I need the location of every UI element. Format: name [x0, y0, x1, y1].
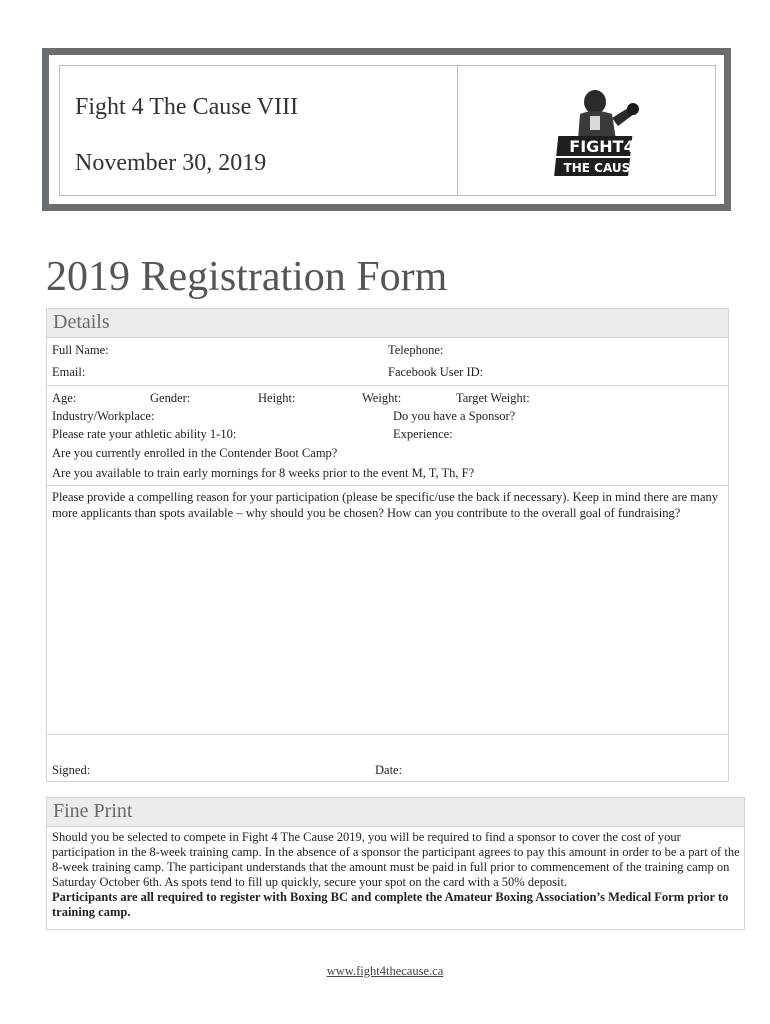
telephone-field[interactable]: Telephone: — [388, 343, 444, 357]
details-heading: Details — [53, 311, 110, 333]
fine-print-heading: Fine Print — [53, 800, 133, 822]
experience-field[interactable]: Experience: — [393, 427, 453, 441]
date-field[interactable]: Date: — [375, 763, 403, 777]
fight4-logo — [550, 82, 650, 182]
target-weight-field[interactable]: Target Weight: — [456, 391, 530, 405]
details-section — [46, 308, 729, 782]
industry-field[interactable]: Industry/Workplace: — [52, 409, 155, 423]
fine-print-bold-note: Participants are all required to register with Boxing BC and complete the Amateur Boxing Association’s Medical Form prior to training camp. — [52, 890, 729, 919]
training-question[interactable]: Are you available to train early mornings for 8 weeks prior to the event M, T, Th, F? — [52, 466, 475, 480]
facebook-id-field[interactable]: Facebook User ID: — [388, 365, 484, 379]
athletic-rating-field[interactable]: Please rate your athletic ability 1-10: — [52, 427, 237, 441]
divider — [47, 385, 728, 386]
full-name-field[interactable]: Full Name: — [52, 343, 109, 357]
sponsor-field[interactable]: Do you have a Sponsor? — [393, 409, 516, 423]
signed-field[interactable]: Signed: — [52, 763, 91, 777]
divider — [47, 485, 728, 486]
fine-print-text: Should you be selected to compete in Fight 4 The Cause 2019, you will be required to find a sponsor to cover the cost of your participation in the 8-week training camp. In the absence of a sponsor the participant agrees to pay this amount in order to be a part of the 8-week training camp. The participant understands that the amount must be paid in full prior to commencement of the training camp on Saturday October 6th. As spots tend to fill up quickly, secure your spot on the card with a 50% deposit. — [52, 830, 740, 889]
divider — [47, 734, 728, 735]
svg-text:THE CAUSE: THE CAUSE — [563, 161, 639, 175]
website-link[interactable]: www.fight4thecause.ca — [326, 964, 444, 978]
form-title: 2019 Registration Form — [46, 254, 448, 300]
header-frame — [42, 48, 731, 211]
event-title: Fight 4 The Cause VIII — [75, 94, 299, 120]
header-inner — [49, 55, 724, 204]
header-box — [59, 65, 716, 196]
details-heading-bar — [47, 309, 728, 338]
gender-field[interactable]: Gender: — [150, 391, 191, 405]
logo-text-bottom — [554, 158, 638, 176]
weight-field[interactable]: Weight: — [362, 391, 402, 405]
fine-print-body — [52, 830, 740, 920]
height-field[interactable]: Height: — [258, 391, 296, 405]
fine-print-heading-bar — [47, 798, 744, 827]
header-divider — [457, 66, 458, 195]
event-date: November 30, 2019 — [75, 150, 267, 176]
fine-print-section — [46, 797, 745, 930]
svg-text:FIGHT4: FIGHT4 — [569, 137, 635, 156]
email-field[interactable]: Email: — [52, 365, 86, 379]
reason-prompt[interactable]: Please provide a compelling reason for your participation (please be specific/use the back if necessary). Keep in mind there are many more applicants than spots available – why should you be chosen? How can you contribute to the overall goal of fundraising? — [52, 490, 719, 520]
age-field[interactable]: Age: — [52, 391, 77, 405]
bootcamp-question[interactable]: Are you currently enrolled in the Contender Boot Camp? — [52, 446, 338, 460]
logo-text-top — [556, 136, 635, 156]
